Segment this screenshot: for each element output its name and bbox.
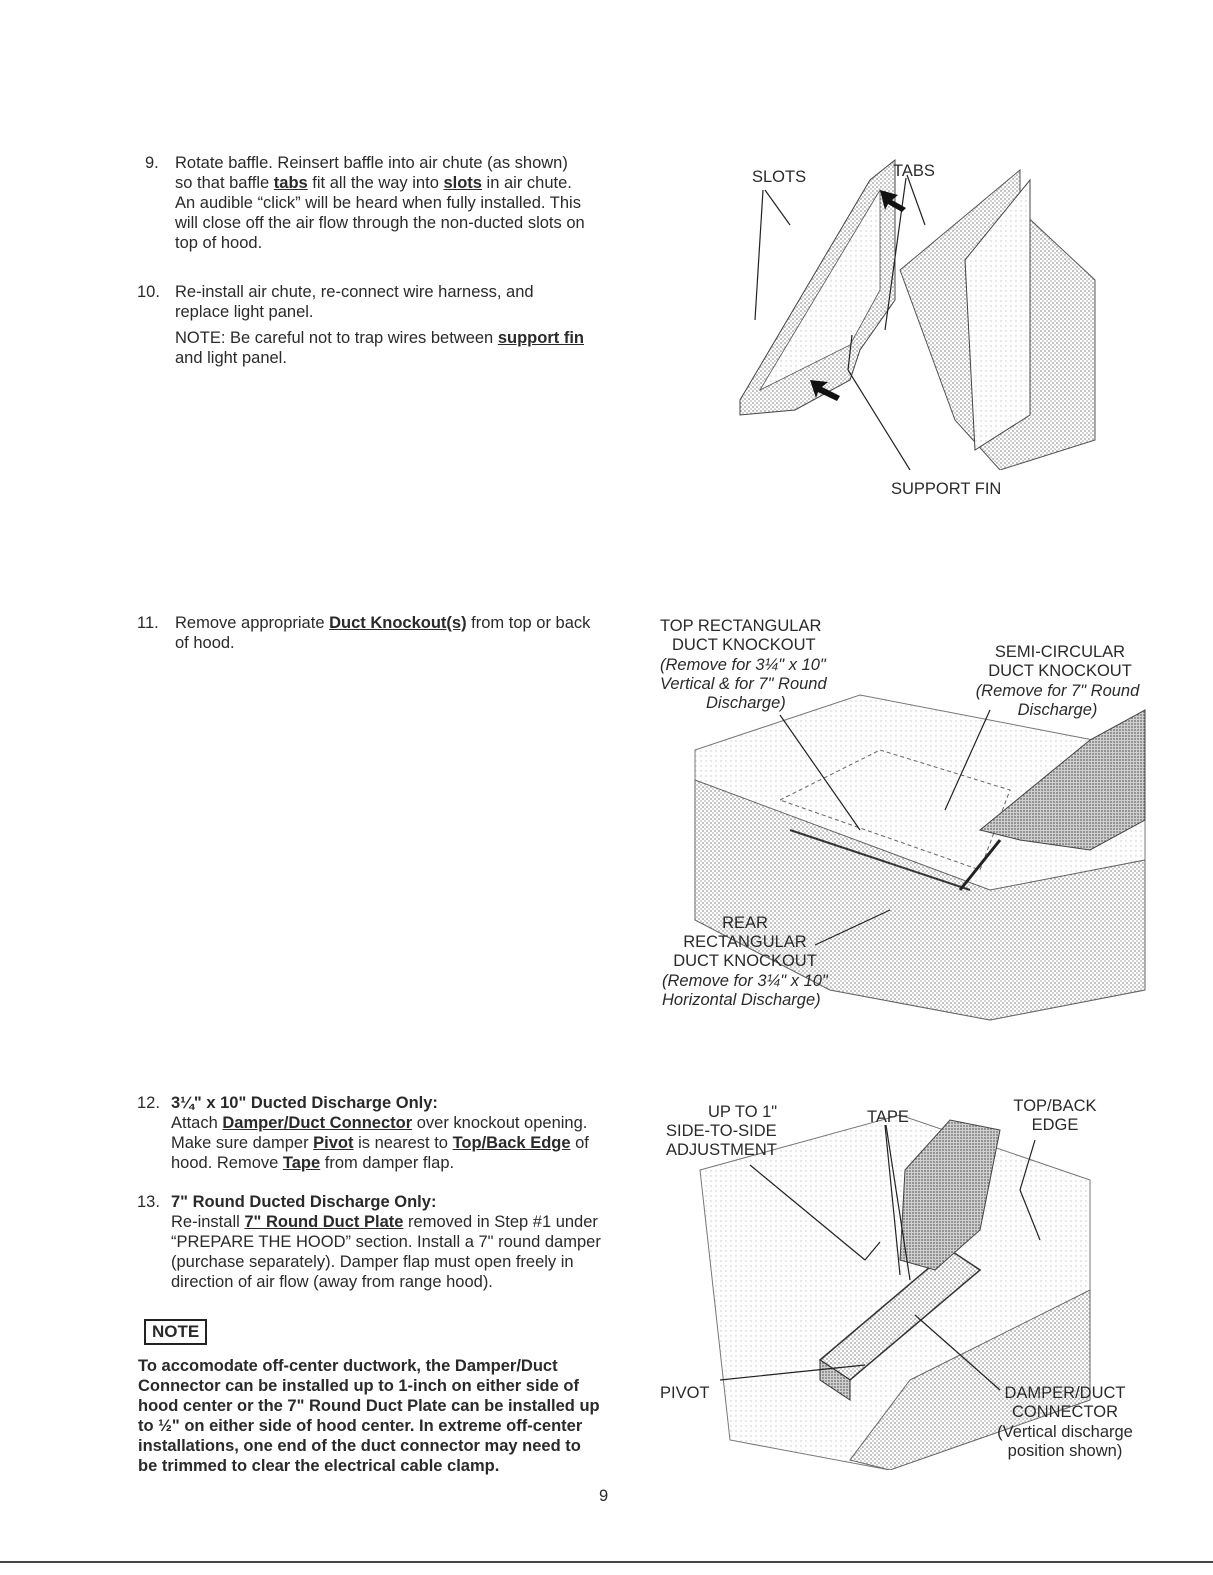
note-line: to ½" on either side of hood center. In extreme off-center	[138, 1417, 583, 1435]
label-line: SIDE-TO-SIDE	[666, 1122, 777, 1140]
text-line	[171, 1212, 631, 1232]
text-span: Make sure damper	[171, 1134, 314, 1152]
label-line: TOP/BACK	[1013, 1097, 1097, 1115]
text-span: is nearest to	[353, 1134, 453, 1152]
text-line: Rotate baffle. Reinsert baffle into air chute (as shown)	[175, 154, 568, 172]
page-number: 9	[599, 1487, 609, 1505]
step-10	[137, 282, 627, 372]
label-top-rect-note	[660, 656, 860, 713]
label-line: SEMI-CIRCULAR	[994, 643, 1126, 661]
label-line: DUCT KNOCKOUT	[988, 662, 1132, 680]
label-line: DAMPER/DUCT	[1004, 1384, 1126, 1402]
text-line: of hood.	[175, 634, 235, 652]
note-badge	[144, 1319, 207, 1345]
text-line: will close off the air flow through the non-ducted slots on	[175, 214, 585, 232]
text-line: (purchase separately). Damper flap must open freely in	[171, 1253, 574, 1271]
label-slots: SLOTS	[752, 168, 807, 186]
step-text	[171, 1192, 631, 1292]
label-line: (Vertical discharge	[997, 1423, 1133, 1441]
label-line: (Remove for 3¼" x 10"	[660, 656, 826, 674]
label-adjustment	[660, 1103, 830, 1160]
text-line: An audible “click” will be heard when fully installed. This	[175, 194, 581, 212]
step-12	[137, 1093, 632, 1177]
text-span: from top or back	[466, 614, 591, 632]
bottom-rule	[0, 1561, 1213, 1563]
label-line: Discharge)	[706, 694, 786, 712]
label-damper-note	[985, 1423, 1145, 1461]
note-line: Connector can be installed up to 1-inch on either side of	[138, 1377, 579, 1395]
label-line: TOP RECTANGULAR	[660, 617, 822, 635]
step-text	[171, 1093, 631, 1173]
note-text	[138, 1356, 638, 1476]
text-span: Re-install	[171, 1213, 245, 1231]
step-text	[175, 282, 625, 368]
step-number: 13.	[137, 1193, 160, 1211]
label-semi-circular-note	[955, 682, 1160, 720]
note-label: NOTE	[144, 1319, 207, 1345]
label-tabs: TABS	[893, 162, 935, 180]
label-line: CONNECTOR	[1011, 1403, 1119, 1421]
text-line: replace light panel.	[175, 303, 314, 321]
label-line: REAR	[722, 914, 768, 932]
text-span: removed in Step #1 under	[403, 1213, 598, 1231]
term-tabs: tabs	[273, 174, 308, 192]
text-span: fit all the way into	[307, 174, 444, 192]
term-support-fin: support fin	[497, 329, 584, 347]
label-line: DUCT KNOCKOUT	[673, 952, 817, 970]
step-11	[137, 613, 627, 657]
step-text	[175, 153, 635, 253]
text-span: Remove appropriate	[175, 614, 330, 632]
text-line	[175, 328, 625, 348]
text-line: Re-install air chute, re-connect wire harness, and	[175, 283, 534, 301]
text-span: of	[570, 1134, 589, 1152]
text-line: direction of air flow (away from range hood).	[171, 1273, 493, 1291]
figure-baffle-illustration	[700, 150, 1120, 470]
text-line	[171, 1133, 631, 1153]
step-13	[137, 1192, 632, 1297]
label-top-back-edge	[1000, 1097, 1110, 1135]
label-pivot: PIVOT	[660, 1384, 710, 1402]
note-line: To accomodate off-center ductwork, the Damper/Duct	[138, 1357, 558, 1375]
text-span: so that baffle	[175, 174, 274, 192]
text-span: Attach	[171, 1114, 223, 1132]
step-number: 9.	[145, 154, 159, 172]
text-line	[171, 1113, 631, 1133]
label-line: ADJUSTMENT	[666, 1141, 777, 1159]
label-line: DUCT KNOCKOUT	[672, 636, 816, 654]
label-rear-rect-note	[662, 972, 862, 1010]
term-tape: Tape	[282, 1154, 321, 1172]
text-line	[175, 613, 625, 633]
text-line	[175, 173, 635, 193]
label-line: Horizontal Discharge)	[662, 991, 821, 1009]
step-9	[145, 153, 625, 253]
text-span: from damper flap.	[320, 1154, 455, 1172]
label-line: position shown)	[1007, 1442, 1123, 1460]
label-line: Discharge)	[1017, 701, 1098, 719]
text-line: top of hood.	[175, 234, 263, 252]
label-line: EDGE	[1031, 1116, 1079, 1134]
text-span: hood. Remove	[171, 1154, 283, 1172]
text-span: over knockout opening.	[412, 1114, 588, 1132]
step-number: 11.	[137, 614, 159, 632]
text-span: in air chute.	[481, 174, 572, 192]
step-title: 3¼" x 10" Ducted Discharge Only:	[171, 1094, 438, 1112]
note-line: be trimmed to clear the electrical cable clamp.	[138, 1457, 500, 1475]
step-text	[175, 613, 625, 653]
term-slots: slots	[443, 174, 482, 192]
term-pivot: Pivot	[313, 1134, 354, 1152]
text-line: “PREPARE THE HOOD” section. Install a 7" round damper	[171, 1233, 601, 1251]
note-line: hood center or the 7" Round Duct Plate can be installed up	[138, 1397, 600, 1415]
step-number: 12.	[137, 1094, 160, 1112]
label-line: (Remove for 3¼" x 10"	[662, 972, 828, 990]
label-line: RECTANGULAR	[683, 933, 807, 951]
label-line: UP TO 1"	[708, 1103, 778, 1121]
label-damper-connector	[995, 1384, 1135, 1422]
text-line	[171, 1153, 631, 1173]
text-line: and light panel.	[175, 349, 287, 367]
term-duct-knockouts: Duct Knockout(s)	[329, 614, 467, 632]
label-semi-circular	[960, 643, 1160, 681]
label-line: (Remove for 7" Round	[975, 682, 1140, 700]
text-span: NOTE: Be careful not to trap wires between	[175, 329, 498, 347]
label-rear-rect	[660, 914, 830, 971]
step-number: 10.	[137, 283, 160, 301]
label-line: Vertical & for 7" Round	[660, 675, 827, 693]
term-damper-duct-connector: Damper/Duct Connector	[222, 1114, 413, 1132]
term-round-duct-plate: 7" Round Duct Plate	[244, 1213, 404, 1231]
step-title: 7" Round Ducted Discharge Only:	[171, 1193, 437, 1211]
term-top-back-edge: Top/Back Edge	[452, 1134, 571, 1152]
note-line: installations, one end of the duct connector may need to	[138, 1437, 581, 1455]
label-support-fin: SUPPORT FIN	[891, 480, 1002, 498]
label-top-rect	[660, 617, 850, 655]
label-tape: TAPE	[867, 1108, 909, 1126]
